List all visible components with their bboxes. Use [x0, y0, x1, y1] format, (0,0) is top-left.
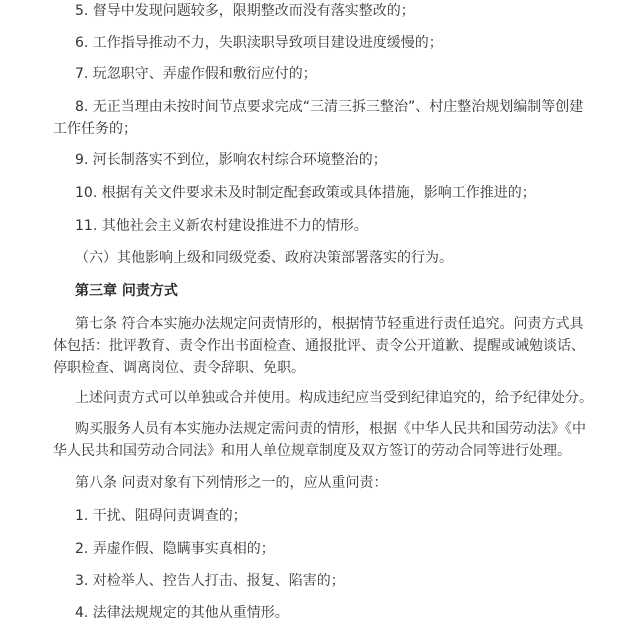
- list-item: 1. 干扰、阻碍问责调查的；: [75, 508, 247, 524]
- body-paragraph: 购买服务人员有本实施办法规定需问责的情形，根据《中华人民共和国劳动法》《中华人民共和国劳动合同法》和用人单位规章制度及双方签订的劳动合同等进行处理。: [53, 421, 586, 459]
- list-item: 11. 其他社会主义新农村建设推进不力的情形。: [75, 218, 368, 234]
- article-paragraph: 第七条 符合本实施办法规定问责情形的，根据情节轻重进行责任追究。问责方式具体包括：批评教育、责令作出书面检查、通报批评、责令公开道歉、提醒或诫勉谈话、停职检查、调离岗位、责令辞职、免职。: [53, 316, 585, 376]
- list-item: 7. 玩忽职守、弄虚作假和敷衍应付的；: [75, 66, 317, 82]
- article-paragraph: 第八条 问责对象有下列情形之一的，应从重问责：: [75, 475, 388, 491]
- list-item: 2. 弄虚作假、隐瞒事实真相的；: [75, 541, 275, 557]
- list-item: 10. 根据有关文件要求未及时制定配套政策或具体措施，影响工作推进的；: [75, 185, 536, 201]
- chapter-heading: 第三章 问责方式: [75, 283, 178, 299]
- list-item: 3. 对检举人、控告人打击、报复、陷害的；: [75, 573, 345, 589]
- list-item: 6. 工作指导推动不力，失职渎职导致项目建设进度缓慢的；: [75, 35, 443, 51]
- list-item: 9. 河长制落实不到位，影响农村综合环境整治的；: [75, 152, 387, 168]
- body-paragraph: 上述问责方式可以单独或合并使用。构成违纪应当受到纪律追究的，给予纪律处分。: [75, 390, 593, 406]
- list-item: 5. 督导中发现问题较多，限期整改而没有落实整改的；: [75, 3, 415, 19]
- clause-paragraph: （六）其他影响上级和同级党委、政府决策部署落实的行为。: [75, 250, 453, 266]
- list-item: 4. 法律法规规定的其他从重情形。: [75, 605, 289, 621]
- list-item: 8. 无正当理由未按时间节点要求完成“三清三拆三整治”、村庄整治规划编制等创建工作任务的；: [53, 99, 584, 137]
